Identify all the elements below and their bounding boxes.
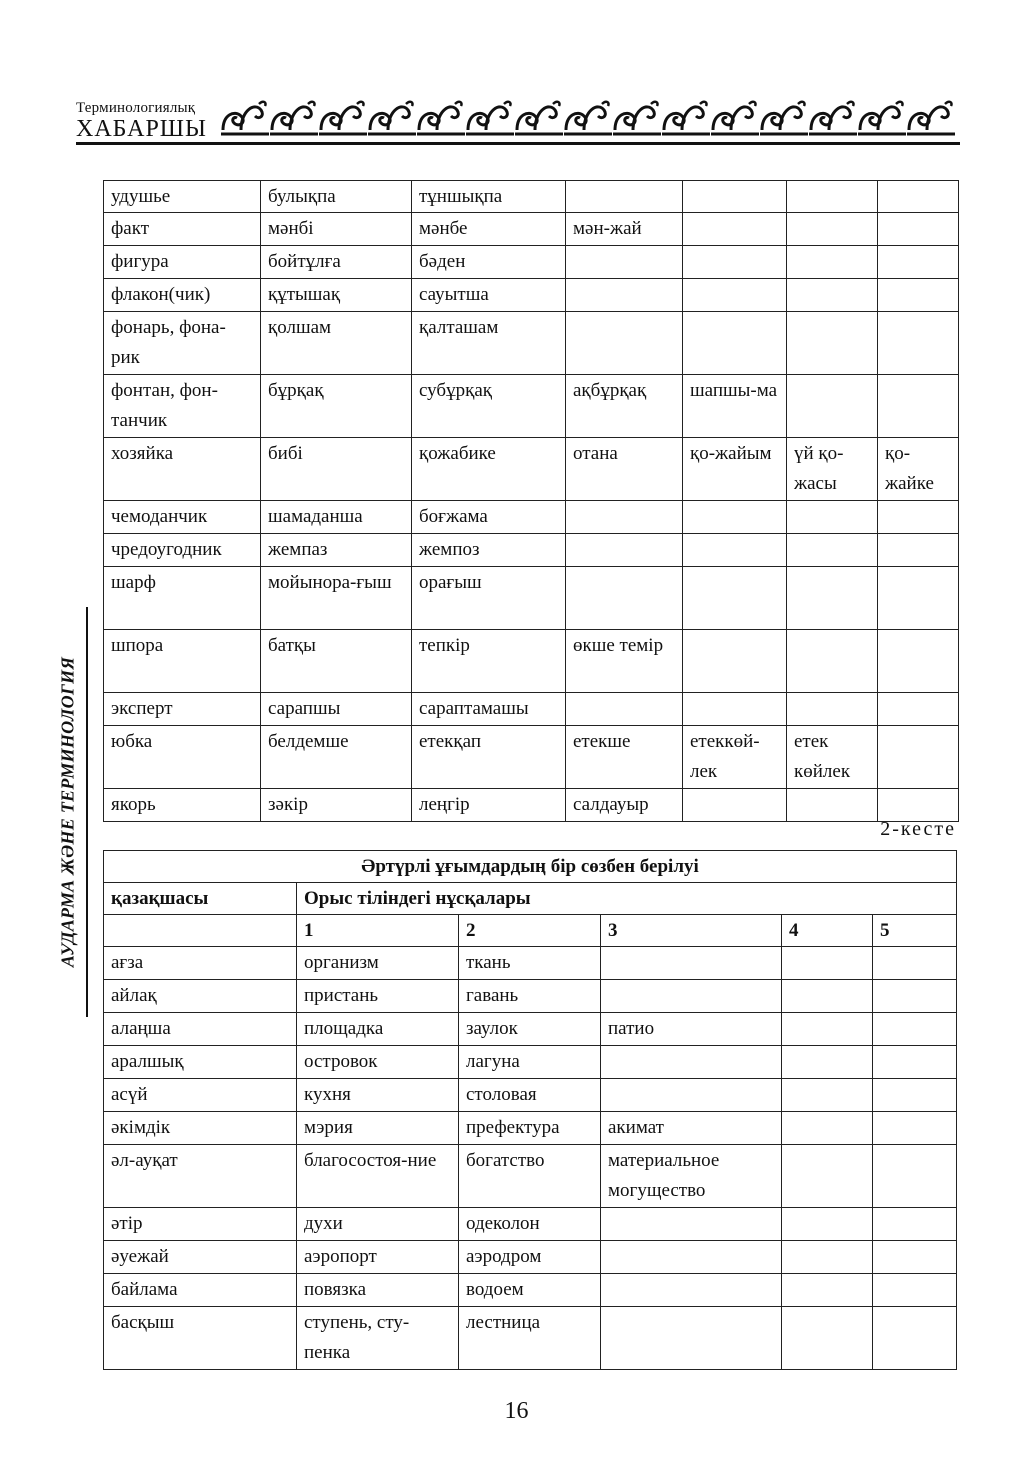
table-caption: 2-кесте	[880, 818, 956, 840]
table-cell: гавань	[459, 980, 601, 1013]
table-cell: леңгір	[412, 789, 566, 822]
table-cell: мәнбе	[412, 213, 566, 246]
table-cell: шамаданша	[261, 501, 412, 534]
table-cell	[566, 246, 683, 279]
table-cell: боғжама	[412, 501, 566, 534]
term-table-1	[103, 180, 959, 822]
table-row	[104, 246, 959, 279]
table-cell	[683, 567, 787, 630]
table-cell	[878, 213, 959, 246]
table-cell: шпора	[104, 630, 261, 693]
table-row	[104, 980, 957, 1013]
table-row	[104, 1046, 957, 1079]
table-cell: факт	[104, 213, 261, 246]
table-cell	[601, 1274, 782, 1307]
table-cell: чредоугодник	[104, 534, 261, 567]
table-cell	[878, 534, 959, 567]
table-cell	[787, 789, 878, 822]
table-cell: етекше	[566, 726, 683, 789]
table-cell: булықпа	[261, 181, 412, 213]
journal-name-small: Терминологиялық	[76, 100, 196, 116]
table-cell	[782, 1241, 873, 1274]
table-cell: құтышақ	[261, 279, 412, 312]
table-cell	[601, 1046, 782, 1079]
table-cell: қожабике	[412, 438, 566, 501]
table-cell: фонтан, фон-танчик	[104, 375, 261, 438]
table-cell: зәкір	[261, 789, 412, 822]
table-cell: орағыш	[412, 567, 566, 630]
table-cell: алаңша	[104, 1013, 297, 1046]
table-row	[104, 693, 959, 726]
table-cell	[878, 789, 959, 822]
table-cell: удушье	[104, 181, 261, 213]
header-rule	[76, 142, 960, 145]
table-cell: флакон(чик)	[104, 279, 261, 312]
table-cell: ағза	[104, 947, 297, 980]
table-cell: мәнбі	[261, 213, 412, 246]
table-cell	[683, 630, 787, 693]
table-cell	[566, 567, 683, 630]
table-cell: әл-ауқат	[104, 1145, 297, 1208]
table-cell	[683, 213, 787, 246]
table-cell: бұрқақ	[261, 375, 412, 438]
table-cell: әкімдік	[104, 1112, 297, 1145]
table-cell: бибі	[261, 438, 412, 501]
table-cell	[787, 693, 878, 726]
table-cell	[601, 1241, 782, 1274]
table-cell	[878, 312, 959, 375]
table-cell: етек көйлек	[787, 726, 878, 789]
table-cell	[873, 1013, 957, 1046]
table-cell	[566, 279, 683, 312]
table-cell: қолшам	[261, 312, 412, 375]
table-title: Әртүрлі ұғымдардың бір сөзбен берілуі	[104, 851, 957, 883]
table-cell	[683, 693, 787, 726]
table-cell	[787, 567, 878, 630]
table-cell: етеккөй-лек	[683, 726, 787, 789]
table-row	[104, 312, 959, 375]
table-cell	[878, 693, 959, 726]
table-cell: байлама	[104, 1274, 297, 1307]
table-cell: материальное могущество	[601, 1145, 782, 1208]
table-cell	[787, 312, 878, 375]
column-number: 2	[459, 915, 601, 947]
table-cell: сарапшы	[261, 693, 412, 726]
table-cell	[787, 534, 878, 567]
table-row	[104, 726, 959, 789]
table-cell: повязка	[297, 1274, 459, 1307]
column-number: 3	[601, 915, 782, 947]
table-cell: белдемше	[261, 726, 412, 789]
table-cell	[601, 1208, 782, 1241]
table-cell	[782, 1307, 873, 1370]
side-section-label	[58, 607, 98, 1017]
table-cell: субұрқақ	[412, 375, 566, 438]
table-cell: патио	[601, 1013, 782, 1046]
journal-name-large: ХАБАРШЫ	[76, 116, 207, 142]
table-row	[104, 630, 959, 693]
table-cell: организм	[297, 947, 459, 980]
table-cell: әтір	[104, 1208, 297, 1241]
table-title-row	[104, 851, 957, 883]
table-cell	[683, 534, 787, 567]
column-number-row	[104, 915, 957, 947]
table-cell	[873, 980, 957, 1013]
table-cell: сауытша	[412, 279, 566, 312]
table-cell: богатство	[459, 1145, 601, 1208]
table-cell	[878, 181, 959, 213]
table-row	[104, 1307, 957, 1370]
table-cell	[601, 1079, 782, 1112]
table-cell: салдауыр	[566, 789, 683, 822]
table-cell: қо-жайым	[683, 438, 787, 501]
table-row	[104, 501, 959, 534]
table-cell	[878, 630, 959, 693]
table-cell	[787, 501, 878, 534]
ornament-border	[219, 96, 959, 138]
table-cell: фонарь, фона-рик	[104, 312, 261, 375]
table-cell	[787, 375, 878, 438]
table-cell: водоем	[459, 1274, 601, 1307]
table-cell: одеколон	[459, 1208, 601, 1241]
section-title: АУДАРМА ЖӘНЕ ТЕРМИНОЛОГИЯ	[57, 656, 78, 968]
empty-cell	[104, 915, 297, 947]
table-cell: мэрия	[297, 1112, 459, 1145]
table-cell: акимат	[601, 1112, 782, 1145]
table-cell: батқы	[261, 630, 412, 693]
table-row	[104, 567, 959, 630]
table-cell	[683, 279, 787, 312]
table-cell	[782, 947, 873, 980]
table-cell: чемоданчик	[104, 501, 261, 534]
table-cell: басқыш	[104, 1307, 297, 1370]
table-cell: мойынора-ғыш	[261, 567, 412, 630]
table-cell	[878, 375, 959, 438]
table-row	[104, 1208, 957, 1241]
table-cell: ақбұрқақ	[566, 375, 683, 438]
column-header-russian: Орыс тіліндегі нұсқалары	[297, 883, 957, 915]
table-cell: столовая	[459, 1079, 601, 1112]
table-cell	[601, 947, 782, 980]
table-row	[104, 1274, 957, 1307]
table-row	[104, 789, 959, 822]
table-cell	[683, 312, 787, 375]
column-header-kazakh: қазақшасы	[104, 883, 297, 915]
table-header-row	[104, 883, 957, 915]
table-cell	[787, 246, 878, 279]
table-cell: жемпоз	[412, 534, 566, 567]
table-cell	[787, 279, 878, 312]
table-cell	[873, 1208, 957, 1241]
table-cell: префектура	[459, 1112, 601, 1145]
table-cell	[782, 1145, 873, 1208]
table-row	[104, 375, 959, 438]
column-number: 1	[297, 915, 459, 947]
table-cell	[878, 279, 959, 312]
table-cell	[878, 726, 959, 789]
table-cell: жемпаз	[261, 534, 412, 567]
table-cell: мән-жай	[566, 213, 683, 246]
column-number: 4	[782, 915, 873, 947]
table-cell: шарф	[104, 567, 261, 630]
table-row	[104, 279, 959, 312]
table-cell: сараптамашы	[412, 693, 566, 726]
table-cell: қалташам	[412, 312, 566, 375]
table-row	[104, 1013, 957, 1046]
table-cell	[873, 1307, 957, 1370]
table-cell: хозяйка	[104, 438, 261, 501]
table-cell	[873, 1241, 957, 1274]
table-cell: площадка	[297, 1013, 459, 1046]
table-cell: аралшық	[104, 1046, 297, 1079]
table-cell: эксперт	[104, 693, 261, 726]
table-cell: асүй	[104, 1079, 297, 1112]
table-cell: етекқап	[412, 726, 566, 789]
table-cell: ступень, сту-пенка	[297, 1307, 459, 1370]
column-number: 5	[873, 915, 957, 947]
table-cell: шапшы-ма	[683, 375, 787, 438]
table-cell: аэродром	[459, 1241, 601, 1274]
page-header	[76, 92, 960, 148]
table-cell: кухня	[297, 1079, 459, 1112]
table-cell	[873, 1112, 957, 1145]
table-cell: бойтұлға	[261, 246, 412, 279]
table-cell: айлақ	[104, 980, 297, 1013]
table-cell	[878, 246, 959, 279]
table-cell: якорь	[104, 789, 261, 822]
table-cell: лестница	[459, 1307, 601, 1370]
table-cell	[878, 567, 959, 630]
table-cell	[787, 630, 878, 693]
table-cell	[787, 181, 878, 213]
table-row	[104, 947, 957, 980]
table-cell: аэропорт	[297, 1241, 459, 1274]
table-cell: отана	[566, 438, 683, 501]
table-row	[104, 1145, 957, 1208]
table-cell: қо-жайке	[878, 438, 959, 501]
table-cell: фигура	[104, 246, 261, 279]
table-row	[104, 438, 959, 501]
table-cell: үй қо-жасы	[787, 438, 878, 501]
table-cell	[873, 1079, 957, 1112]
table-cell: әуежай	[104, 1241, 297, 1274]
table-row	[104, 181, 959, 213]
table-cell	[782, 1046, 873, 1079]
table-cell: ткань	[459, 947, 601, 980]
table-cell: юбка	[104, 726, 261, 789]
table-row	[104, 213, 959, 246]
table-cell: лагуна	[459, 1046, 601, 1079]
table-cell: тепкір	[412, 630, 566, 693]
table-cell	[683, 789, 787, 822]
table-row	[104, 1079, 957, 1112]
table-cell: пристань	[297, 980, 459, 1013]
table-cell	[782, 980, 873, 1013]
table-cell	[787, 213, 878, 246]
table-cell	[873, 1145, 957, 1208]
table-cell	[601, 1307, 782, 1370]
table-cell	[782, 1013, 873, 1046]
table-cell	[782, 1208, 873, 1241]
table-cell	[566, 181, 683, 213]
table-cell: өкше темір	[566, 630, 683, 693]
table-cell	[873, 1274, 957, 1307]
table-cell	[683, 501, 787, 534]
table-row	[104, 534, 959, 567]
table-cell	[873, 947, 957, 980]
table-cell	[601, 980, 782, 1013]
table-cell: заулок	[459, 1013, 601, 1046]
table-cell	[878, 501, 959, 534]
table-cell: духи	[297, 1208, 459, 1241]
term-table-2	[103, 850, 957, 1370]
table-cell: бәден	[412, 246, 566, 279]
table-row	[104, 1112, 957, 1145]
table-cell: тұншықпа	[412, 181, 566, 213]
table-row	[104, 1241, 957, 1274]
table-cell: островок	[297, 1046, 459, 1079]
table-cell	[782, 1112, 873, 1145]
table-cell	[782, 1274, 873, 1307]
table-cell	[566, 693, 683, 726]
page-number: 16	[504, 1398, 529, 1424]
table-cell	[683, 181, 787, 213]
side-rule	[86, 607, 88, 1017]
table-cell: благосостоя-ние	[297, 1145, 459, 1208]
table-cell	[683, 246, 787, 279]
table-cell	[566, 312, 683, 375]
table-cell	[566, 501, 683, 534]
table-cell	[782, 1079, 873, 1112]
table-cell	[566, 534, 683, 567]
table-cell	[873, 1046, 957, 1079]
